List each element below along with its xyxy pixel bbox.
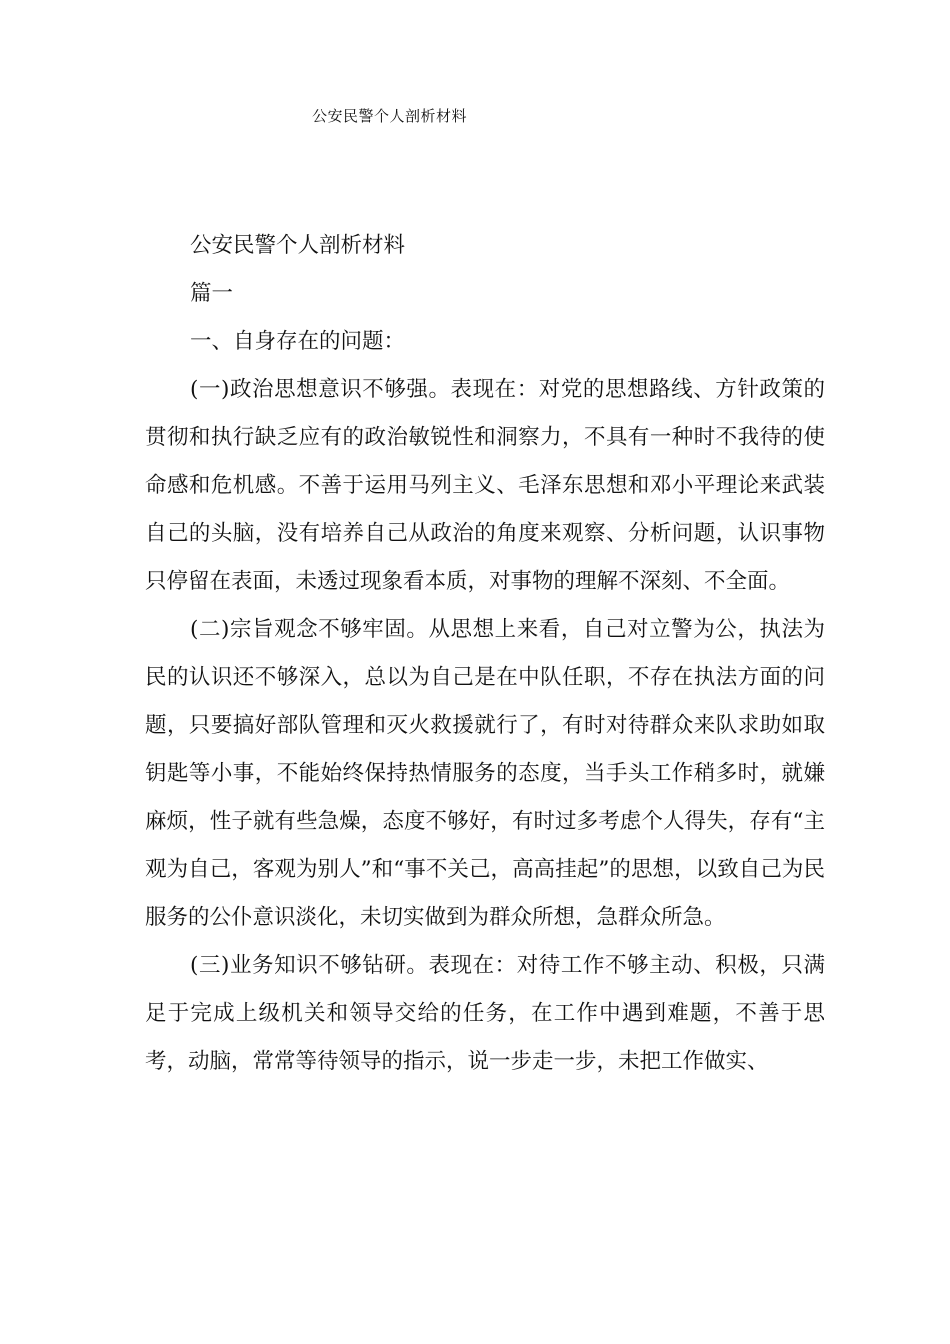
paragraph-service-purpose: (二)宗旨观念不够牢固。从思想上来看，自己对立警为公，执法为民的认识还不够深入，总以为自己是在中队任职，不存在执法方面的问题，只要搞好部队管理和灭火救援就行了，有时对待群众来队求助如取钥匙等小事，不能始终保持热情服务的态度，当手头工作稍多时，就嫌麻烦，性子就有些急燥，态度不够好，有时过多考虑个人得失，存有“主观为自己，客观为别人”和“事不关己，高高挂起”的思想，以致自己为民服务的公仆意识淡化，未切实做到为群众所想，急群众所急。 [145, 617, 825, 930]
document-body [145, 222, 825, 1086]
paragraph-political-awareness: (一)政治思想意识不够强。表现在：对党的思想路线、方针政策的贯彻和执行缺乏应有的政治敏锐性和洞察力，不具有一种时不我待的使命感和危机感。不善于运用马列主义、毛泽东思想和邓小平理论来武装自己的头脑，没有培养自己从政治的角度来观察、分析问题，认识事物只停留在表面，未透过现象看本质，对事物的理解不深刻、不全面。 [145, 377, 825, 594]
section-heading: 一、自身存在的问题： [190, 329, 406, 354]
page-header: 公安民警个人剖析材料 [312, 107, 468, 125]
paragraph-professional-knowledge: (三)业务知识不够钻研。表现在：对待工作不够主动、积极，只满足于完成上级机关和领导交给的任务，在工作中遇到难题，不善于思考，动脑，常常等待领导的指示，说一步走一步，未把工作做实、 [145, 953, 825, 1074]
document-title: 公安民警个人剖析材料 [190, 233, 406, 258]
part-label: 篇一 [190, 281, 234, 306]
